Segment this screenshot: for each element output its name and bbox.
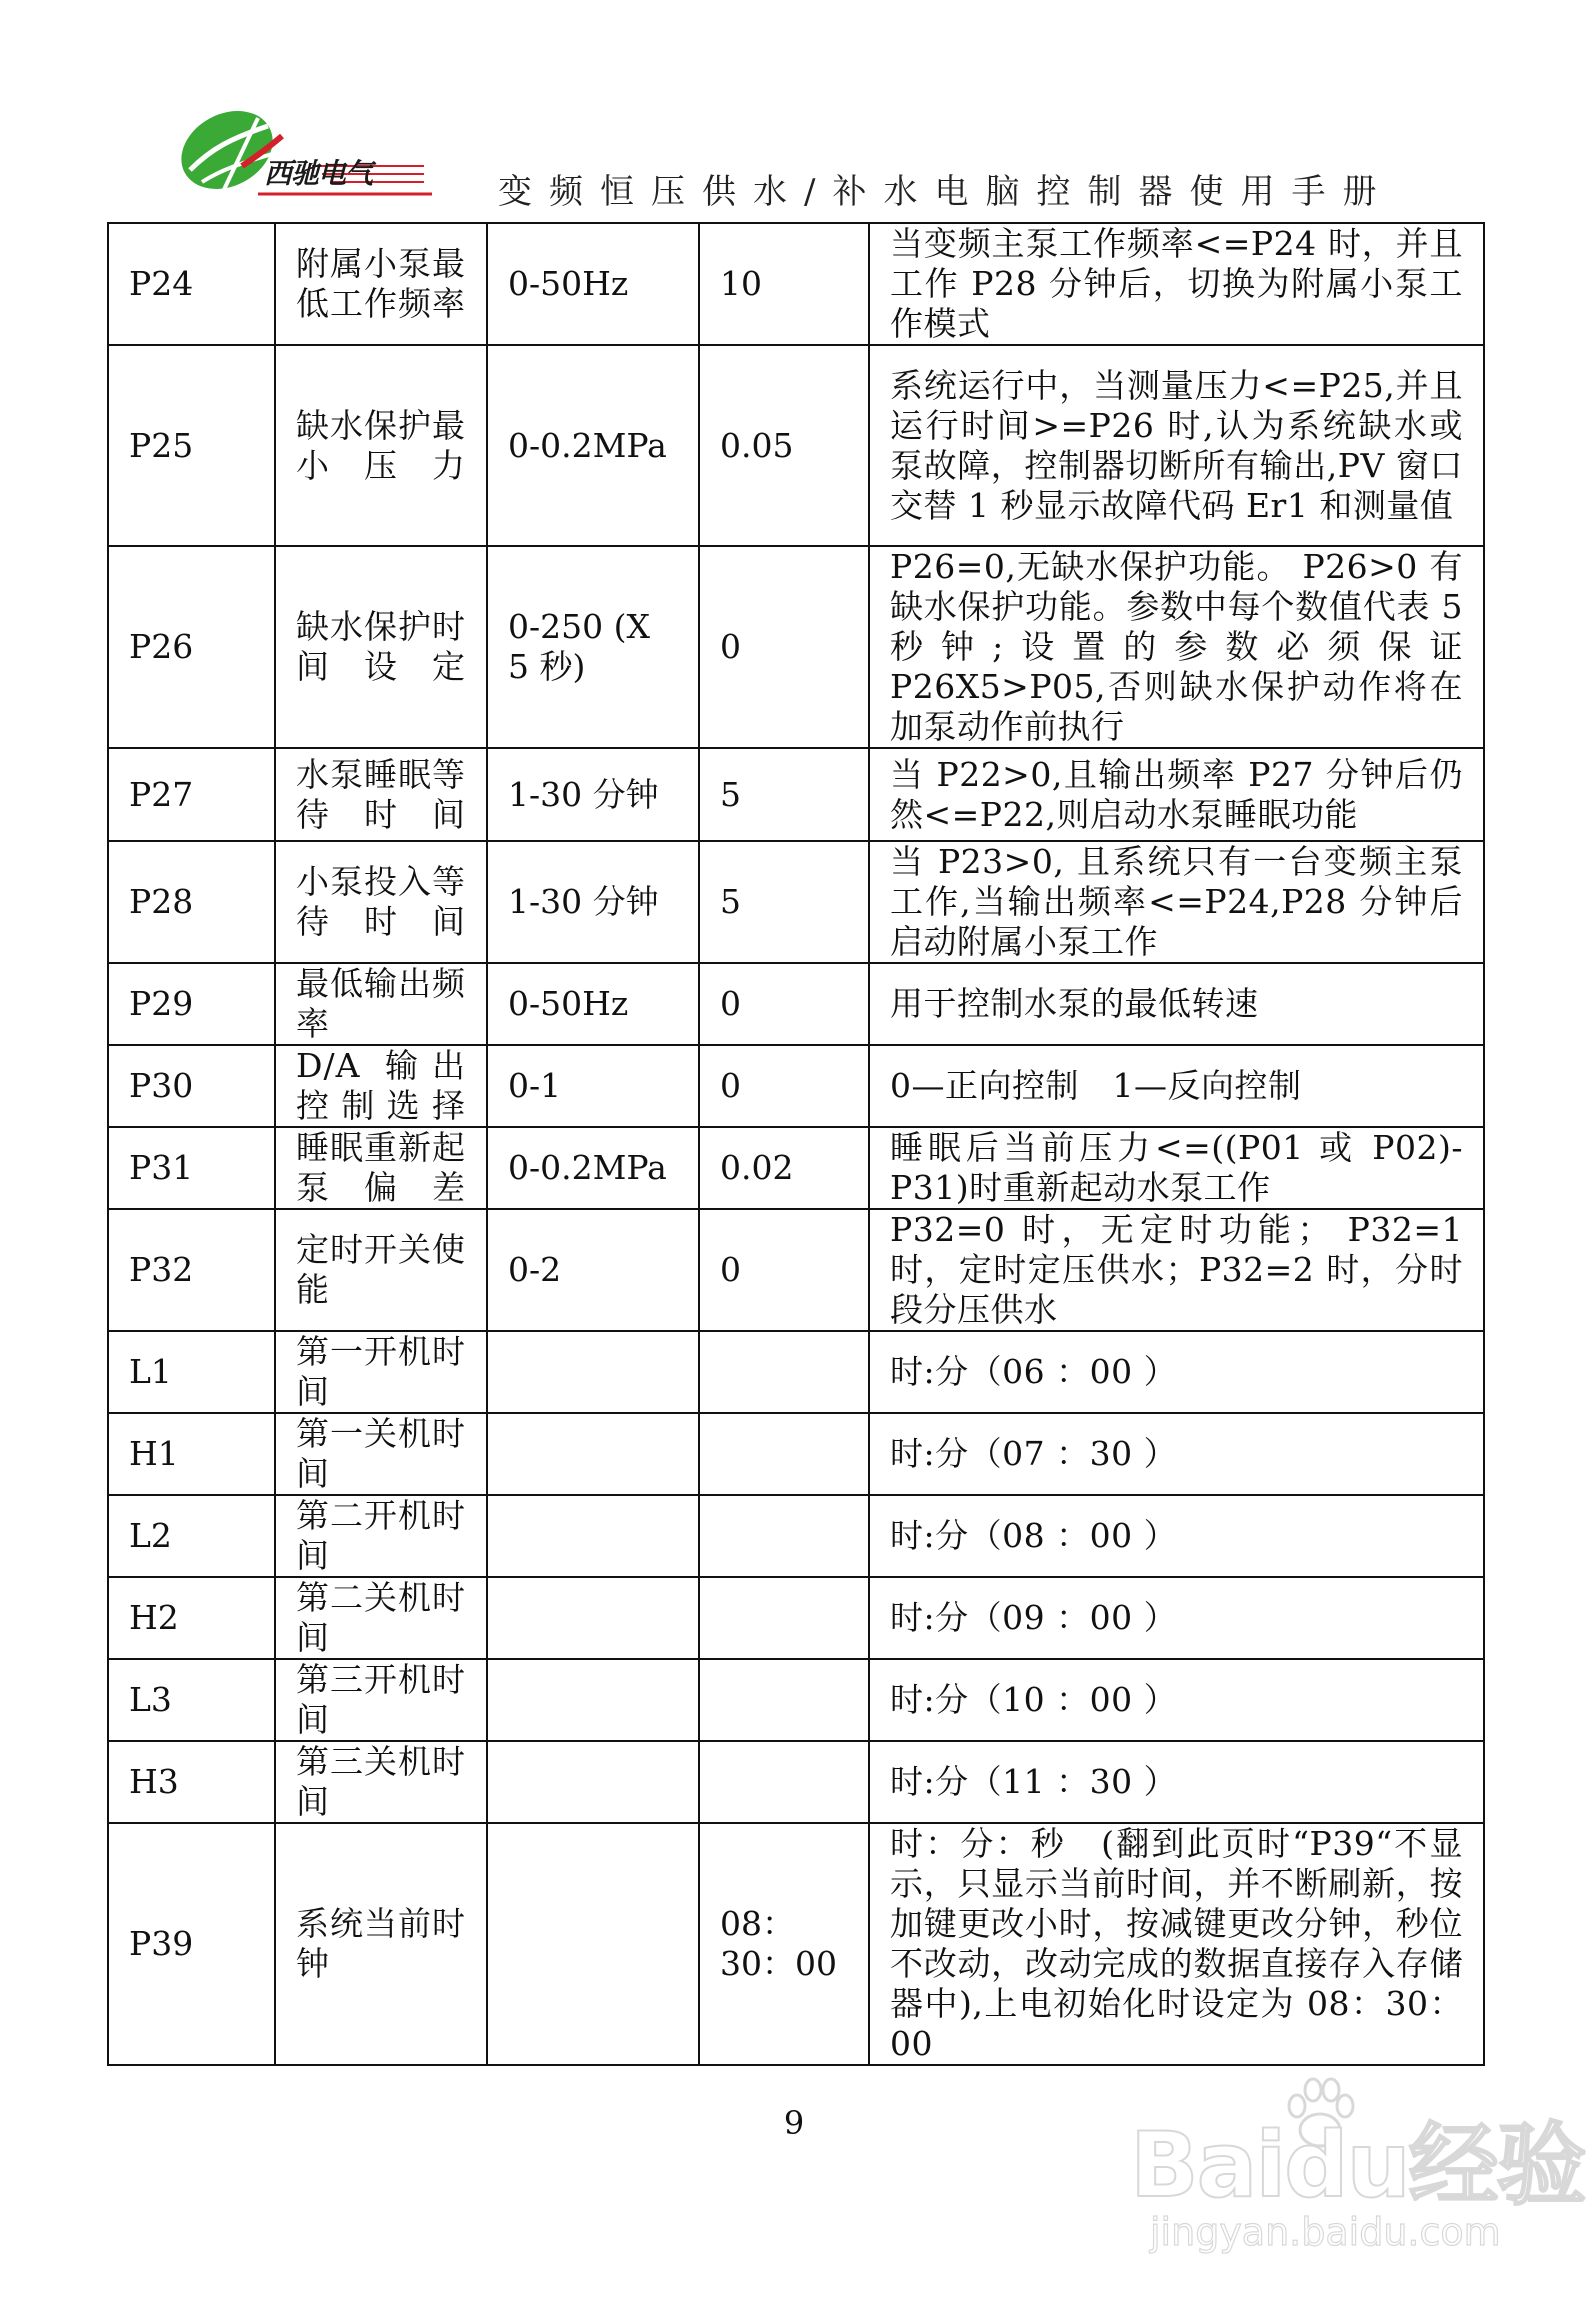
param-description: 时:分（07 ：30 ） xyxy=(869,1413,1484,1495)
table-row xyxy=(108,223,1484,345)
page-header xyxy=(0,0,1588,220)
param-description: 用于控制水泵的最低转速 xyxy=(869,963,1484,1045)
watermark-url: jingyan.baidu.com xyxy=(1150,2210,1501,2254)
param-range xyxy=(487,1331,699,1413)
param-description: 时:分（09 ：00 ） xyxy=(869,1577,1484,1659)
param-description: P32=0 时，无定时功能； P32=1 时，定时定压供水；P32=2 时，分时段分压供水 xyxy=(869,1209,1484,1331)
table-row xyxy=(108,546,1484,748)
param-code: P31 xyxy=(108,1127,275,1209)
param-range: 1-30 分钟 xyxy=(487,748,699,841)
param-default xyxy=(699,1659,869,1741)
param-description: 睡眠后当前压力<=((P01 或 P02)-P31)时重新起动水泵工作 xyxy=(869,1127,1484,1209)
param-default: 0.02 xyxy=(699,1127,869,1209)
param-name: 缺水保护最小压力 xyxy=(275,345,487,546)
param-description: 当 P23>0, 且系统只有一台变频主泵工作,当输出频率<=P24,P28 分钟后启动附属小泵工作 xyxy=(869,841,1484,963)
param-range xyxy=(487,1495,699,1577)
param-code: P25 xyxy=(108,345,275,546)
param-default xyxy=(699,1495,869,1577)
param-range: 0-0.2MPa xyxy=(487,345,699,546)
table-row xyxy=(108,1331,1484,1413)
table-row xyxy=(108,1495,1484,1577)
param-default: 5 xyxy=(699,748,869,841)
param-name: 第一开机时间 xyxy=(275,1331,487,1413)
table-row xyxy=(108,1823,1484,2065)
table-row xyxy=(108,963,1484,1045)
param-code: P30 xyxy=(108,1045,275,1127)
param-description: 时：分：秒 (翻到此页时“P39“不显示，只显示当前时间，并不断刷新，按加键更改小时，按减键更改分钟，秒位不改动，改动完成的数据直接存入存储器中),上电初始化时设定为 08：30：00 xyxy=(869,1823,1484,2065)
param-code: P29 xyxy=(108,963,275,1045)
param-description: 时:分（08 ：00 ） xyxy=(869,1495,1484,1577)
param-default xyxy=(699,1331,869,1413)
param-description: 系统运行中，当测量压力<=P25,并且运行时间>=P26 时,认为系统缺水或泵故障，控制器切断所有输出,PV 窗口交替 1 秒显示故障代码 Er1 和测量值 xyxy=(869,345,1484,546)
param-description: 当变频主泵工作频率<=P24 时，并且工作 P28 分钟后，切换为附属小泵工作模式 xyxy=(869,223,1484,345)
param-name: D/A 输出控制选择 xyxy=(275,1045,487,1127)
param-code: P24 xyxy=(108,223,275,345)
parameter-table-body xyxy=(108,223,1484,2065)
param-name: 最低输出频率 xyxy=(275,963,487,1045)
document-title: 变频恒压供水/补水电脑控制器使用手册 xyxy=(498,172,1394,212)
param-range xyxy=(487,1413,699,1495)
table-row xyxy=(108,1413,1484,1495)
param-default xyxy=(699,1741,869,1823)
param-description: P26=0,无缺水保护功能。 P26>0 有缺水保护功能。参数中每个数值代表 5 秒钟;设置的参数必须保证 P26X5>P05,否则缺水保护动作将在加泵动作前执行 xyxy=(869,546,1484,748)
param-range: 0-0.2MPa xyxy=(487,1127,699,1209)
param-name: 第一关机时间 xyxy=(275,1413,487,1495)
param-code: L3 xyxy=(108,1659,275,1741)
table-row xyxy=(108,1127,1484,1209)
param-range: 0-2 xyxy=(487,1209,699,1331)
table-row xyxy=(108,1209,1484,1331)
param-range xyxy=(487,1659,699,1741)
param-code: H3 xyxy=(108,1741,275,1823)
watermark-brand: Baidu经验 xyxy=(1130,2113,1585,2218)
param-name: 系统当前时钟 xyxy=(275,1823,487,2065)
table-row xyxy=(108,345,1484,546)
param-range xyxy=(487,1823,699,2065)
param-range: 0-1 xyxy=(487,1045,699,1127)
param-default: 0 xyxy=(699,1045,869,1127)
param-range: 0-50Hz xyxy=(487,223,699,345)
table-row xyxy=(108,1741,1484,1823)
param-range: 0-250 (X 5 秒) xyxy=(487,546,699,748)
company-logo xyxy=(172,108,442,208)
param-default: 08：30：00 xyxy=(699,1823,869,2065)
table-row xyxy=(108,748,1484,841)
param-default: 5 xyxy=(699,841,869,963)
param-code: P32 xyxy=(108,1209,275,1331)
param-name: 睡眠重新起泵偏差 xyxy=(275,1127,487,1209)
param-range xyxy=(487,1577,699,1659)
param-code: P27 xyxy=(108,748,275,841)
param-range: 0-50Hz xyxy=(487,963,699,1045)
param-description: 时:分（11 ：30 ） xyxy=(869,1741,1484,1823)
param-code: L1 xyxy=(108,1331,275,1413)
param-description: 0—正向控制 1—反向控制 xyxy=(869,1045,1484,1127)
param-name: 第二开机时间 xyxy=(275,1495,487,1577)
param-default xyxy=(699,1577,869,1659)
param-description: 时:分（10 ：00 ） xyxy=(869,1659,1484,1741)
parameter-table xyxy=(107,222,1485,2066)
param-code: L2 xyxy=(108,1495,275,1577)
param-default: 0 xyxy=(699,1209,869,1331)
param-name: 第三关机时间 xyxy=(275,1741,487,1823)
param-default xyxy=(699,1413,869,1495)
param-name: 小泵投入等待时间 xyxy=(275,841,487,963)
logo-text: 西驰电气 xyxy=(264,157,373,190)
param-description: 当 P22>0,且输出频率 P27 分钟后仍然<=P22,则启动水泵睡眠功能 xyxy=(869,748,1484,841)
param-description: 时:分（06 ：00 ） xyxy=(869,1331,1484,1413)
param-code: P39 xyxy=(108,1823,275,2065)
param-default: 0 xyxy=(699,963,869,1045)
table-row xyxy=(108,1659,1484,1741)
param-default: 0 xyxy=(699,546,869,748)
table-row xyxy=(108,1045,1484,1127)
param-range: 1-30 分钟 xyxy=(487,841,699,963)
param-code: H2 xyxy=(108,1577,275,1659)
param-name: 附属小泵最低工作频率 xyxy=(275,223,487,345)
table-row xyxy=(108,1577,1484,1659)
baidu-watermark xyxy=(1130,2072,1585,2272)
page-number: 9 xyxy=(783,2104,805,2142)
param-default: 0.05 xyxy=(699,345,869,546)
param-code: P28 xyxy=(108,841,275,963)
param-name: 缺水保护时间设定 xyxy=(275,546,487,748)
param-range xyxy=(487,1741,699,1823)
param-name: 第二关机时间 xyxy=(275,1577,487,1659)
param-code: P26 xyxy=(108,546,275,748)
param-name: 第三开机时间 xyxy=(275,1659,487,1741)
param-code: H1 xyxy=(108,1413,275,1495)
param-name: 水泵睡眠等待时间 xyxy=(275,748,487,841)
param-name: 定时开关使能 xyxy=(275,1209,487,1331)
param-default: 10 xyxy=(699,223,869,345)
table-row xyxy=(108,841,1484,963)
